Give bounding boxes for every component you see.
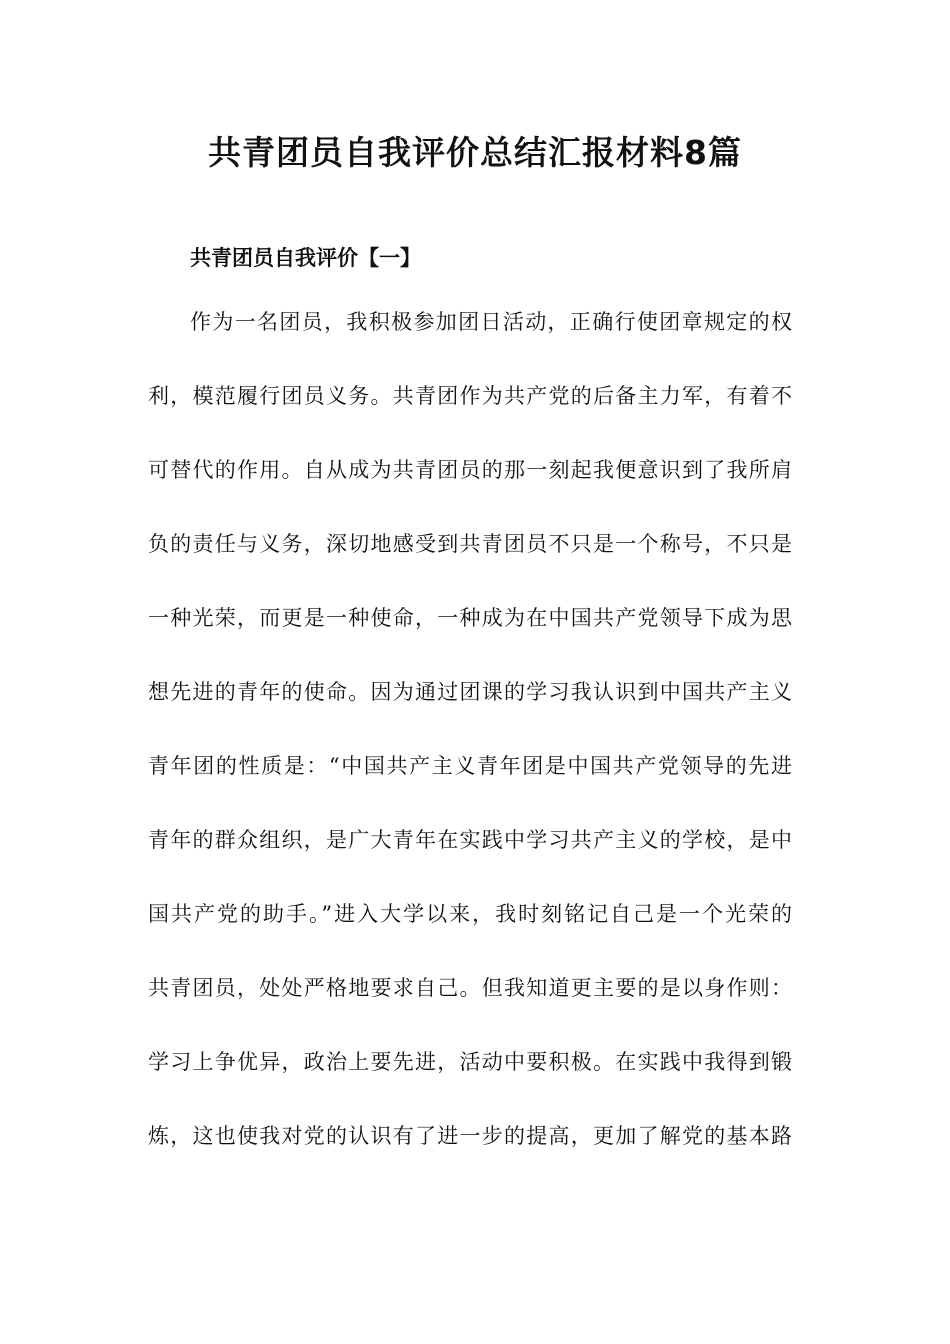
paragraph-line: 国共产党的助手。”进入大学以来，我时刻铭记自己是一个光荣的 [148,902,792,926]
paragraph-line: 利，模范履行团员义务。共青团作为共产党的后备主力军，有着不 [148,384,792,408]
document-title: 共青团员自我评价总结汇报材料8篇 [208,133,742,172]
paragraph-line: 想先进的青年的使命。因为通过团课的学习我认识到中国共产主义 [148,680,792,704]
paragraph-line: 共青团员，处处严格地要求自己。但我知道更主要的是以身作则： [148,976,792,1000]
paragraph-line: 负的责任与义务，深切地感受到共青团员不只是一个称号，不只是 [148,532,792,556]
section-heading: 共青团员自我评价【一】 [190,246,421,270]
paragraph-line: 学习上争优异，政治上要先进，活动中要积极。在实践中我得到锻 [148,1050,792,1074]
paragraph-line: 可替代的作用。自从成为共青团员的那一刻起我便意识到了我所肩 [148,458,792,482]
paragraph-line: 一种光荣，而更是一种使命，一种成为在中国共产党领导下成为思 [148,606,792,630]
paragraph-line: 青年团的性质是：“中国共产主义青年团是中国共产党领导的先进 [148,754,792,778]
paragraph-line: 青年的群众组织，是广大青年在实践中学习共产主义的学校，是中 [148,828,792,852]
paragraph-line: 炼，这也使我对党的认识有了进一步的提高，更加了解党的基本路 [148,1124,792,1148]
paragraph-line: 作为一名团员，我积极参加团日活动，正确行使团章规定的权 [190,310,792,334]
